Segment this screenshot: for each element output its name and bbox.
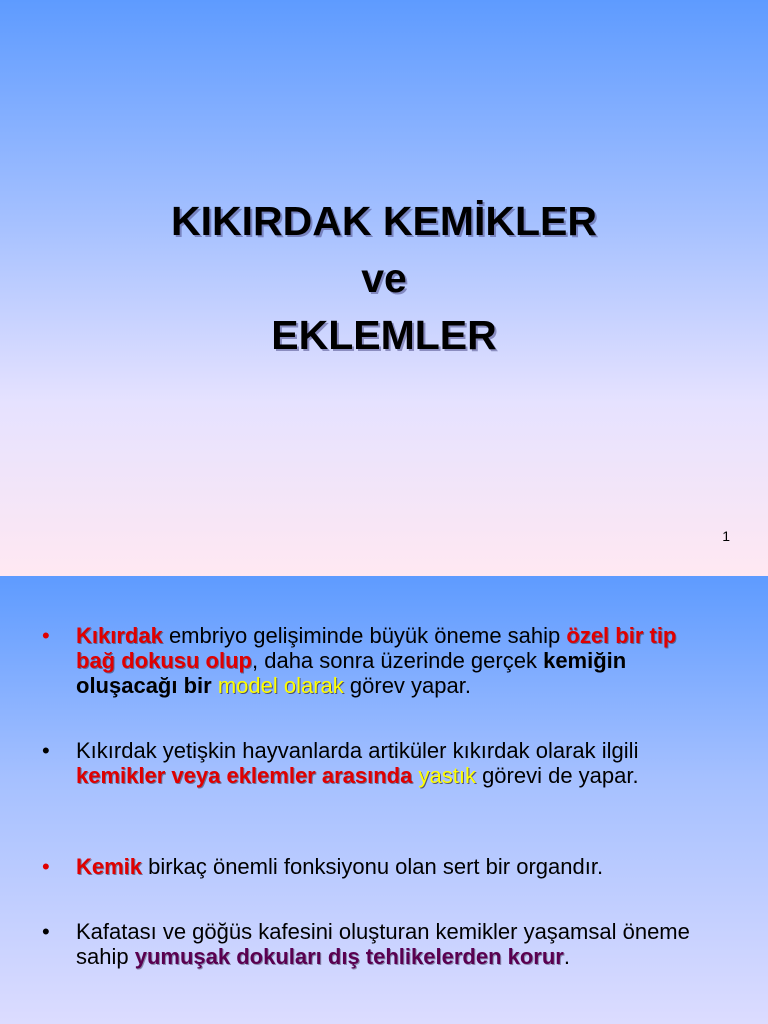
text-segment: , daha sonra üzerinde gerçek (252, 648, 544, 673)
slide-title (0, 193, 768, 364)
highlight-kemikler-eklemler: kemikler veya eklemler arasında (76, 763, 413, 788)
bullet-dot-icon: • (42, 738, 50, 763)
highlight-ozel-bag-dokusu: özel bir tip bağ dokusu olup (76, 623, 677, 673)
bullet-dot-icon: • (42, 919, 50, 944)
text-segment: görevi de yapar. (475, 763, 639, 788)
slide-number: 1 (722, 528, 730, 544)
highlight-yastik: yastık (418, 763, 476, 788)
bullet-text (76, 854, 716, 879)
bullet-dot-icon: • (42, 854, 50, 879)
text-segment: . (563, 944, 570, 969)
text-segment: görev yapar. (343, 673, 471, 698)
bold-segment: kemiğin oluşacağı bir (76, 648, 627, 698)
title-line-3: EKLEMLER (271, 312, 497, 358)
text-segment: birkaç önemli fonksiyonu olan sert bir organdır. (142, 854, 604, 879)
highlight-kikirdak: Kıkırdak (76, 623, 163, 648)
title-line-1: KIKIRDAK KEMİKLER (171, 198, 597, 244)
bullet-text (76, 623, 716, 698)
title-line-2: ve (361, 255, 407, 301)
text-segment: Kıkırdak yetişkin hayvanlarda artiküler kıkırdak olarak ilgili (76, 738, 639, 763)
bullet-text (76, 738, 716, 788)
highlight-kemik: Kemik (76, 854, 143, 879)
bullet-dot-icon: • (42, 623, 50, 648)
text-segment: Kafatası ve göğüs kafesini oluşturan kemikler yaşamsal öneme sahip (76, 919, 690, 969)
text-segment: embriyo gelişiminde büyük öneme sahip (162, 623, 567, 648)
content-slide (0, 576, 768, 1024)
highlight-yumusak-dokular: yumuşak dokuları dış tehlikelerden korur (134, 944, 564, 969)
highlight-model-olarak: model olarak (217, 673, 344, 698)
bullet-text (76, 919, 716, 969)
